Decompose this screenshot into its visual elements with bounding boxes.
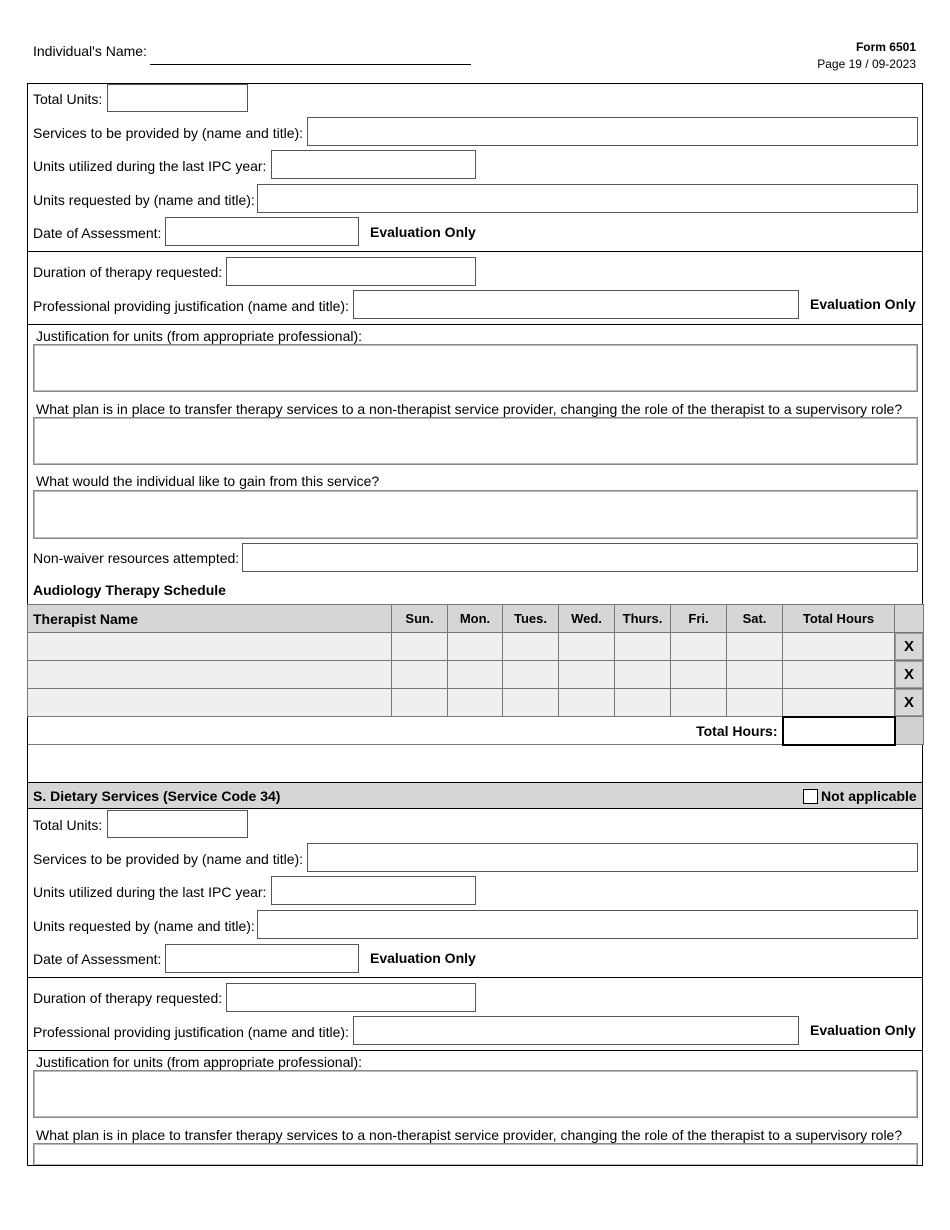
services-by-input[interactable] [308, 118, 917, 145]
wed-cell[interactable] [559, 689, 615, 717]
divider [28, 324, 922, 325]
totals-row [28, 717, 924, 745]
individual-name-label: Individual's Name: [33, 43, 147, 59]
professional-input[interactable] [354, 291, 798, 318]
units-requested-field[interactable] [257, 910, 918, 939]
duration-input[interactable] [227, 258, 475, 285]
total-units-label: Total Units: [33, 91, 103, 107]
total-units-field[interactable] [107, 84, 248, 112]
date-assessment-input[interactable] [166, 945, 358, 972]
transfer-plan-label: What plan is in place to transfer therapy services to a non-therapist service provider, changing the role of the therapist to a supervisory role? [36, 401, 903, 417]
gain-textarea[interactable] [33, 490, 918, 539]
duration-input[interactable] [227, 984, 475, 1011]
col-sat: Sat. [727, 605, 783, 633]
date-assessment-label: Date of Assessment: [33, 225, 162, 241]
professional-label: Professional providing justification (name and title): [33, 298, 349, 314]
date-assessment-field[interactable] [165, 217, 359, 246]
col-sun: Sun. [392, 605, 448, 633]
evaluation-only-label: Evaluation Only [370, 950, 476, 966]
total-units-input[interactable] [108, 85, 247, 111]
evaluation-only-label: Evaluation Only [370, 224, 476, 240]
sat-cell[interactable] [727, 661, 783, 689]
mon-cell[interactable] [448, 689, 503, 717]
total-hours-cell[interactable] [783, 633, 895, 661]
col-total-hours: Total Hours [783, 605, 895, 633]
divider [28, 1050, 922, 1051]
professional-field[interactable] [353, 290, 799, 319]
divider [28, 977, 922, 978]
date-assessment-field[interactable] [165, 944, 359, 973]
therapist-name-cell[interactable] [28, 633, 392, 661]
units-requested-input[interactable] [258, 185, 917, 212]
table-row [28, 633, 924, 661]
sat-cell[interactable] [727, 689, 783, 717]
justification-textarea[interactable] [33, 1070, 918, 1118]
delete-row-button[interactable]: X [895, 633, 923, 660]
justification-label: Justification for units (from appropriate professional): [36, 1054, 363, 1070]
services-by-label: Services to be provided by (name and title): [33, 851, 304, 867]
thurs-cell[interactable] [615, 689, 671, 717]
thurs-cell[interactable] [615, 633, 671, 661]
services-by-field[interactable] [307, 117, 918, 146]
units-utilized-label: Units utilized during the last IPC year: [33, 884, 267, 900]
fri-cell[interactable] [671, 661, 727, 689]
tues-cell[interactable] [503, 661, 559, 689]
form-number: Form 6501 [855, 40, 916, 54]
total-hours-cell[interactable] [783, 661, 895, 689]
evaluation-only-label: Evaluation Only [810, 1022, 916, 1038]
tues-cell[interactable] [503, 633, 559, 661]
total-hours-cell[interactable] [783, 689, 895, 717]
table-row [28, 661, 924, 689]
mon-cell[interactable] [448, 661, 503, 689]
evaluation-only-label: Evaluation Only [810, 296, 916, 312]
wed-cell[interactable] [559, 661, 615, 689]
col-tues: Tues. [503, 605, 559, 633]
col-delete [895, 605, 924, 633]
professional-field[interactable] [353, 1016, 799, 1045]
transfer-plan-textarea[interactable] [33, 417, 918, 465]
units-utilized-input[interactable] [272, 151, 475, 178]
duration-label: Duration of therapy requested: [33, 264, 223, 280]
sun-cell[interactable] [392, 689, 448, 717]
services-by-label: Services to be provided by (name and title): [33, 125, 304, 141]
table-row [28, 689, 924, 717]
duration-field[interactable] [226, 983, 476, 1012]
services-by-input[interactable] [308, 844, 917, 871]
non-waiver-field[interactable] [242, 543, 918, 572]
total-units-field[interactable] [107, 810, 248, 838]
not-applicable-checkbox[interactable] [803, 789, 818, 804]
total-units-label: Total Units: [33, 817, 103, 833]
fri-cell[interactable] [671, 633, 727, 661]
thurs-cell[interactable] [615, 661, 671, 689]
units-requested-label: Units requested by (name and title): [33, 192, 255, 208]
sat-cell[interactable] [727, 633, 783, 661]
units-utilized-input[interactable] [272, 877, 475, 904]
transfer-plan-textarea[interactable] [33, 1143, 918, 1165]
total-units-input[interactable] [108, 811, 247, 837]
col-wed: Wed. [559, 605, 615, 633]
units-requested-input[interactable] [258, 911, 917, 938]
section-title: S. Dietary Services (Service Code 34) [33, 788, 281, 804]
individual-name-input[interactable] [150, 40, 471, 64]
non-waiver-label: Non-waiver resources attempted: [33, 550, 240, 566]
professional-label: Professional providing justification (name and title): [33, 1024, 349, 1040]
mon-cell[interactable] [448, 633, 503, 661]
schedule-title: Audiology Therapy Schedule [33, 582, 226, 598]
col-mon: Mon. [448, 605, 503, 633]
units-requested-label: Units requested by (name and title): [33, 918, 255, 934]
schedule-header-row [28, 605, 924, 633]
audiology-schedule-table [27, 604, 924, 746]
delete-row-cell [895, 689, 924, 717]
transfer-plan-label: What plan is in place to transfer therapy services to a non-therapist service provider, changing the role of the therapist to a supervisory role? [36, 1127, 903, 1143]
units-utilized-field[interactable] [271, 150, 476, 179]
col-thurs: Thurs. [615, 605, 671, 633]
units-requested-field[interactable] [257, 184, 918, 213]
non-waiver-input[interactable] [243, 544, 917, 571]
tues-cell[interactable] [503, 689, 559, 717]
duration-field[interactable] [226, 257, 476, 286]
col-therapist-name: Therapist Name [28, 605, 392, 633]
sun-cell[interactable] [392, 661, 448, 689]
delete-row-button[interactable]: X [895, 689, 923, 716]
justification-label: Justification for units (from appropriate professional): [36, 328, 363, 344]
divider [28, 251, 922, 252]
duration-label: Duration of therapy requested: [33, 990, 223, 1006]
gain-label: What would the individual like to gain from this service? [36, 473, 380, 489]
totals-spacer [895, 717, 924, 745]
delete-row-cell [895, 661, 924, 689]
total-hours-label: Total Hours: [28, 717, 783, 745]
units-utilized-field[interactable] [271, 876, 476, 905]
professional-input[interactable] [354, 1017, 798, 1044]
services-by-field[interactable] [307, 843, 918, 872]
delete-row-cell [895, 633, 924, 661]
therapist-name-cell[interactable] [28, 689, 392, 717]
justification-textarea[interactable] [33, 344, 918, 392]
page-info: Page 19 / 09-2023 [817, 57, 916, 71]
delete-row-button[interactable]: X [895, 661, 923, 688]
individual-name-field[interactable] [150, 40, 471, 65]
date-assessment-input[interactable] [166, 218, 358, 245]
date-assessment-label: Date of Assessment: [33, 951, 162, 967]
col-fri: Fri. [671, 605, 727, 633]
grand-total-hours-field[interactable] [783, 717, 895, 745]
units-utilized-label: Units utilized during the last IPC year: [33, 158, 267, 174]
fri-cell[interactable] [671, 689, 727, 717]
therapist-name-cell[interactable] [28, 661, 392, 689]
not-applicable-label: Not applicable [821, 788, 917, 804]
wed-cell[interactable] [559, 633, 615, 661]
sun-cell[interactable] [392, 633, 448, 661]
